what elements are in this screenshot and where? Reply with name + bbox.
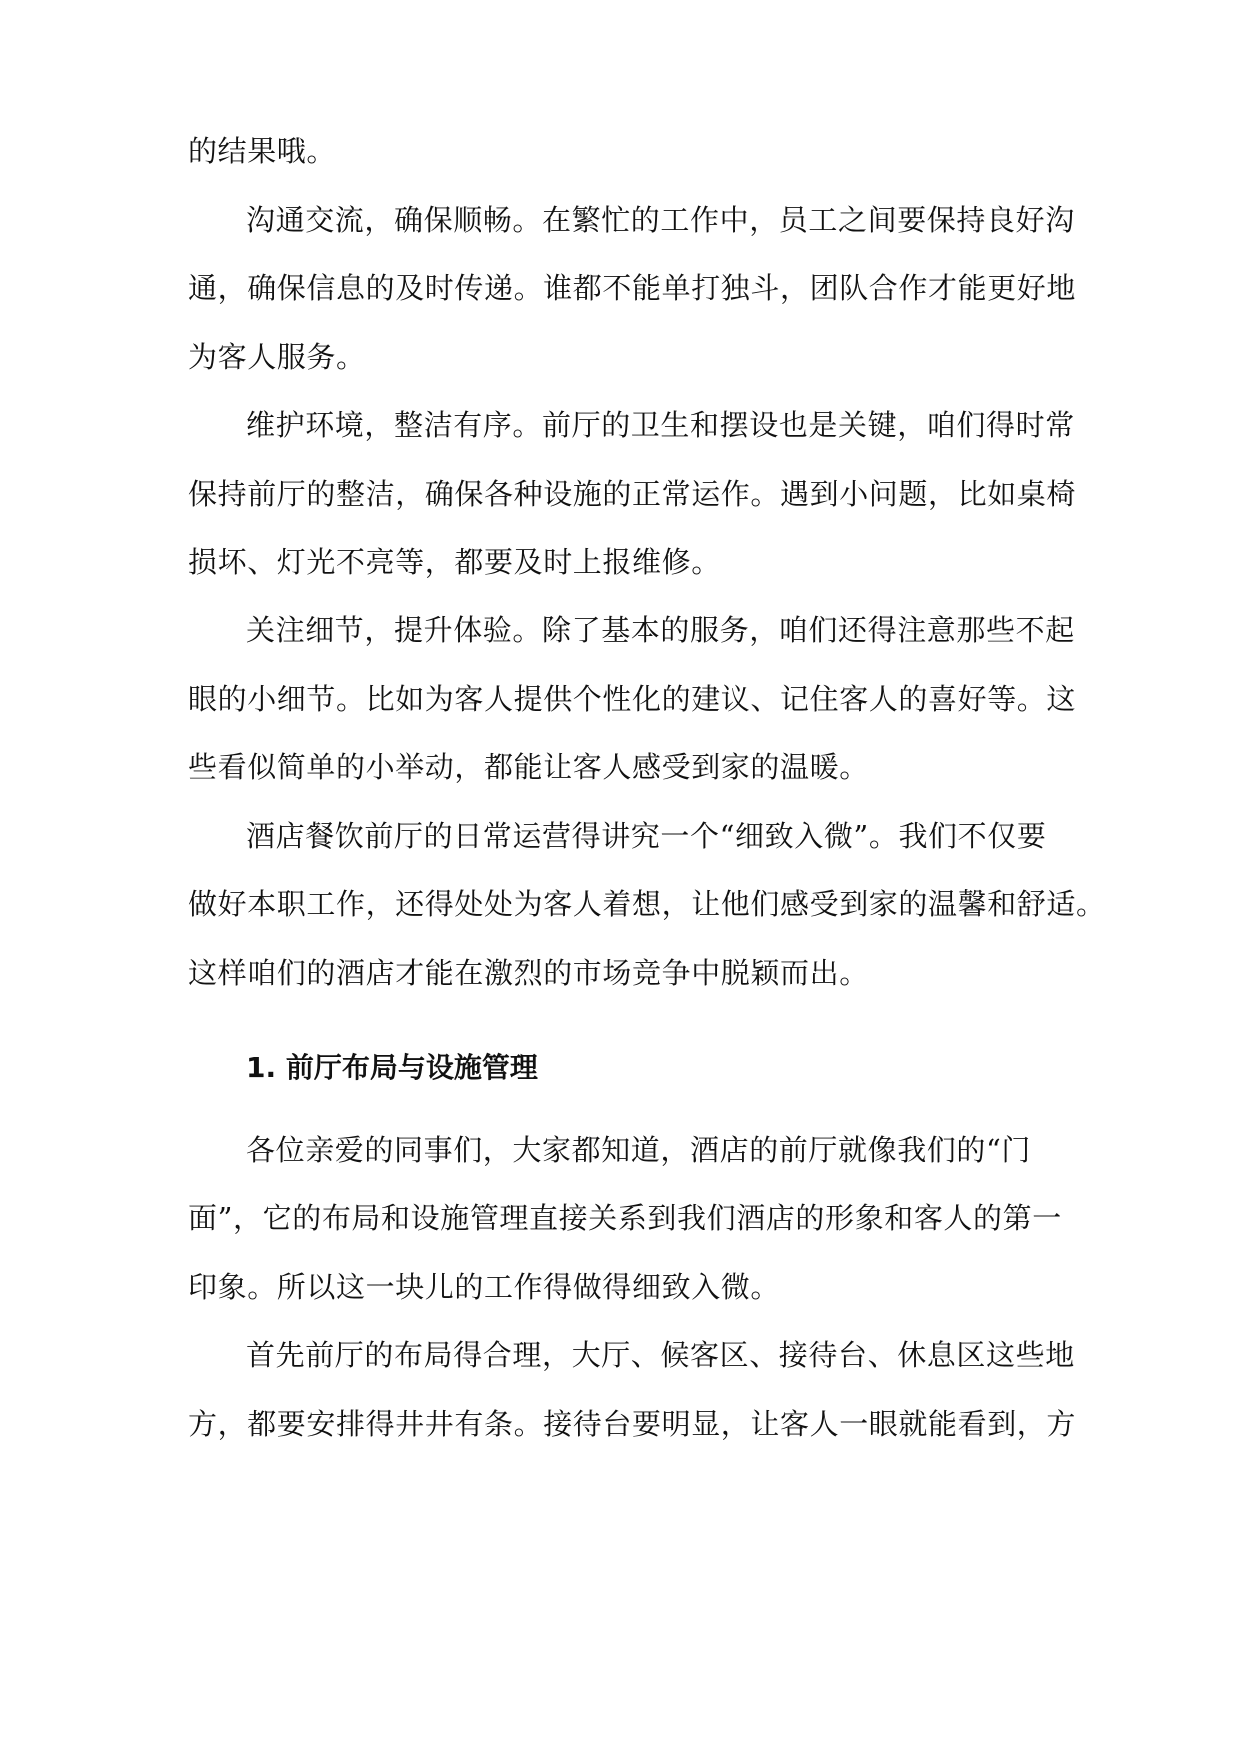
text-line: 保持前厅的整洁，确保各种设施的正常运作。遇到小问题，比如桌椅	[188, 477, 1077, 511]
text-line: 为客人服务。	[188, 340, 366, 374]
text-line: 印象。所以这一块儿的工作得做得细致入微。	[188, 1270, 781, 1304]
text-line: 面”，它的布局和设施管理直接关系到我们酒店的形象和客人的第一	[188, 1201, 1062, 1235]
text-line: 各位亲爱的同事们，大家都知道，酒店的前厅就像我们的“门	[246, 1133, 1032, 1167]
text-line: 通，确保信息的及时传递。谁都不能单打独斗，团队合作才能更好地	[188, 271, 1077, 305]
text-line: 维护环境，整洁有序。前厅的卫生和摆设也是关键，咱们得时常	[246, 408, 1075, 442]
text-line: 些看似简单的小举动，都能让客人感受到家的温暖。	[188, 750, 869, 784]
text-line: 关注细节，提升体验。除了基本的服务，咱们还得注意那些不起	[246, 613, 1075, 647]
text-line: 的结果哦。	[188, 134, 337, 168]
text-line: 首先前厅的布局得合理，大厅、候客区、接待台、休息区这些地	[246, 1338, 1075, 1372]
text-line: 酒店餐饮前厅的日常运营得讲究一个“细致入微”。我们不仅要	[246, 819, 1047, 853]
text-line: 方，都要安排得井井有条。接待台要明显，让客人一眼就能看到，方	[188, 1407, 1077, 1441]
text-line: 眼的小细节。比如为客人提供个性化的建议、记住客人的喜好等。这	[188, 682, 1077, 716]
text-line: 损坏、灯光不亮等，都要及时上报维修。	[188, 545, 721, 579]
section-heading: 1. 前厅布局与设施管理	[246, 1051, 538, 1084]
text-line: 这样咱们的酒店才能在激烈的市场竞争中脱颖而出。	[188, 956, 869, 990]
text-line: 做好本职工作，还得处处为客人着想，让他们感受到家的温馨和舒适。	[188, 887, 1106, 921]
text-line: 沟通交流，确保顺畅。在繁忙的工作中，员工之间要保持良好沟	[246, 203, 1075, 237]
